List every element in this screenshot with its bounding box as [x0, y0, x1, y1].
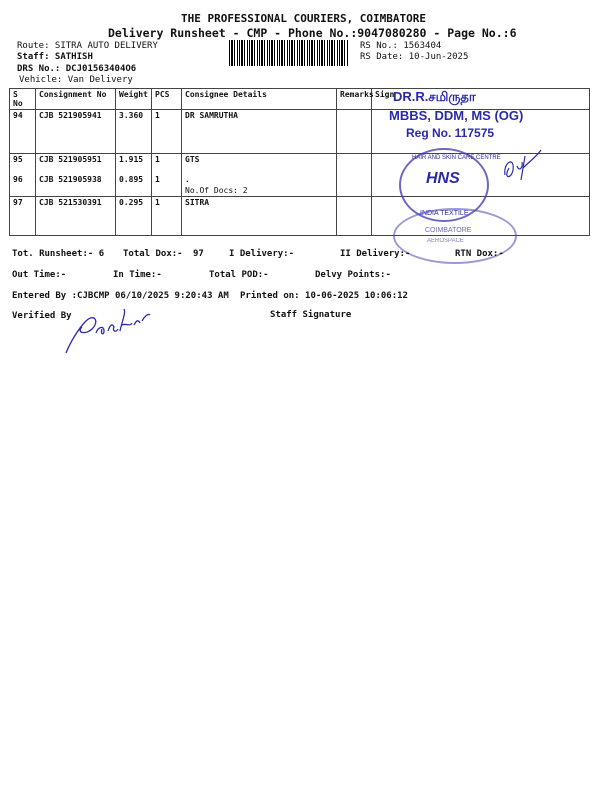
row-consignment: CJB 521905938 — [36, 174, 116, 197]
rtn-dox: RTN Dox:- — [455, 249, 504, 259]
delvy-points: Delvy Points:- — [315, 270, 391, 280]
doctor-degree-stamp: MBBS, DDM, MS (OG) — [389, 108, 524, 123]
row-sno: 96 — [10, 174, 36, 197]
signature-scribble — [497, 140, 547, 190]
runsheet-subtitle: Delivery Runsheet - CMP - Phone No.:9047080280 - Page No.:6 — [108, 26, 517, 40]
total-pod: Total POD:- — [209, 270, 269, 280]
verified-by-label: Verified By — [12, 311, 72, 321]
verifier-signature — [60, 303, 155, 358]
row-weight: 0.295 — [116, 197, 152, 236]
row-pcs: 1 — [152, 154, 182, 175]
in-time: In Time:- — [113, 270, 162, 280]
row-consignee: DR SAMRUTHA — [182, 110, 337, 154]
tot-runsheet: Tot. Runsheet:- 6 — [12, 249, 105, 259]
drs-number: DRS No.: DCJ01563404O6 — [17, 64, 137, 74]
header-weight: Weight — [116, 89, 152, 110]
header-remarks: Remarks — [337, 89, 372, 110]
tool-ring-text: INDIA TEXTILE — [420, 210, 469, 217]
row-weight: 3.360 — [116, 110, 152, 154]
tool-sub-text: AEROSPACE — [427, 238, 464, 244]
row-consignment: CJB 521530391 — [36, 197, 116, 236]
total-dox-value: 97 — [193, 249, 204, 259]
row-consignment: CJB 521905941 — [36, 110, 116, 154]
header-consignment: Consignment No — [36, 89, 116, 110]
row-pcs: 1 — [152, 110, 182, 154]
row-sno: 97 — [10, 197, 36, 236]
row-sno: 94 — [10, 110, 36, 154]
row-remarks — [337, 110, 372, 154]
header-sign: Sign — [372, 89, 590, 110]
rs-number: RS No.: 1563404 — [360, 41, 442, 51]
header-sno: S No — [10, 89, 36, 110]
clinic-abbr: HNS — [426, 170, 460, 187]
entered-by: Entered By :CJBCMP 06/10/2025 9:20:43 AM — [12, 291, 229, 301]
row-weight: 1.915 — [116, 154, 152, 175]
company-name: THE PROFESSIONAL COURIERS, COIMBATORE — [181, 12, 427, 25]
row-consignment: CJB 521905951 — [36, 154, 116, 175]
row-pcs: 1 — [152, 174, 182, 197]
header-consignee: Consignee Details — [182, 89, 337, 110]
clinic-ring-text: HAIR AND SKIN CARE CENTRE — [412, 155, 501, 161]
staff-label: Staff: SATHISH — [17, 52, 93, 62]
vehicle-label: Vehicle: Van Delivery — [19, 75, 133, 85]
barcode — [229, 40, 349, 66]
row-remarks — [337, 154, 372, 175]
rs-date: RS Date: 10-Jun-2025 — [360, 52, 469, 62]
row-remarks — [337, 197, 372, 236]
table-header-row — [10, 89, 590, 110]
row-remarks — [337, 174, 372, 197]
doctor-name-stamp: DR.R.சமிருதா — [393, 89, 476, 104]
total-dox-label: Total Dox:- — [123, 249, 183, 259]
out-time: Out Time:- — [12, 270, 67, 280]
printed-on: Printed on: 10-06-2025 10:06:12 — [240, 291, 408, 301]
i-delivery: I Delivery:- — [229, 249, 295, 259]
ii-delivery: II Delivery:- — [340, 249, 411, 259]
row-sno: 95 — [10, 154, 36, 175]
doctor-reg-stamp: Reg No. 117575 — [406, 126, 495, 140]
row-consignee: GTS — [182, 154, 337, 175]
tool-name-text: COIMBATORE — [425, 227, 472, 234]
row-docs-note: No.Of Docs: 2 — [185, 186, 248, 195]
staff-signature-label: Staff Signature — [270, 310, 352, 320]
row-consignee-name: . — [185, 175, 190, 184]
route-label: Route: SITRA AUTO DELIVERY — [17, 41, 158, 51]
header-pcs: PCS — [152, 89, 182, 110]
row-consignee — [182, 174, 337, 197]
row-weight: 0.895 — [116, 174, 152, 197]
row-pcs: 1 — [152, 197, 182, 236]
row-consignee: SITRA — [182, 197, 337, 236]
